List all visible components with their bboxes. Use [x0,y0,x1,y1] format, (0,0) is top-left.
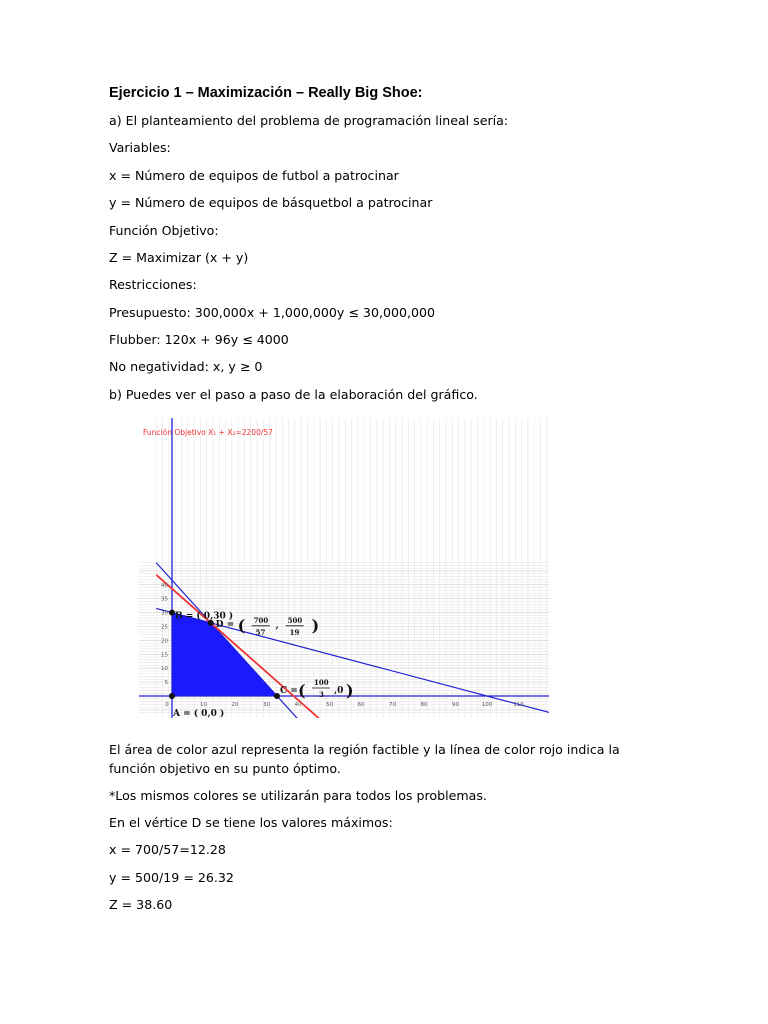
text-line: En el vértice D se tiene los valores máximos: [109,815,393,830]
text-line: Variables: [109,140,171,155]
explanation-paragraph: El área de color azul representa la región factible y la línea de color rojo indica la función objetivo en su punto óptimo. [109,742,620,776]
text-line: Restricciones: [109,277,197,292]
text-line: No negatividad: x, y ≥ 0 [109,359,263,374]
exercise-title: Ejercicio 1 – Maximización – Really Big Shoe: [109,85,423,101]
text-line: x = Número de equipos de futbol a patrocinar [109,168,399,183]
fraction-denominator: 19 [289,627,300,637]
x-tick-label: 80 [420,702,428,708]
y-tick-label: 15 [161,652,168,659]
linear-programming-graph [139,418,549,718]
text-line: Z = Maximizar (x + y) [109,250,249,265]
text-line: *Los mismos colores se utilizarán para todos los problemas. [109,788,487,803]
x-tick-label: 50 [326,702,333,708]
y-tick-label: 30 [161,610,168,617]
x-tick-label: 110 [513,702,524,708]
text-line: x = 700/57=12.28 [109,842,226,857]
fraction-denominator: 3 [318,690,324,699]
comma: , [275,620,279,631]
vertex-label-a: A = ( 0,0 ) [173,709,225,718]
text-line: y = 500/19 = 26.32 [109,870,234,885]
text-line: Z = 38.60 [109,897,173,912]
vertex-label-d: D = [215,619,235,630]
y-tick-label: 10 [161,666,168,673]
text-line: y = Número de equipos de básquetbol a patrocinar [109,195,433,210]
x-tick-label: 30 [263,702,270,708]
text-line: Función Objetivo: [109,223,219,238]
x-tick-label: 100 [481,702,493,708]
text-line: a) El planteamiento del problema de programación lineal sería: [109,113,509,128]
vertex-label-b: B = ( 0,30 ) [175,611,234,622]
graph-svg [139,418,549,718]
x-tick-label: 40 [294,702,302,708]
text-line: b) Puedes ver el paso a paso de la elaboración del gráfico. [109,387,478,402]
fraction-numerator: 500 [287,615,303,625]
fraction-numerator: 100 [313,678,329,687]
x-tick-label: 20 [231,702,239,708]
y-tick-label: 40 [161,582,168,589]
y-tick-label: 35 [161,596,168,603]
x-tick-label: 70 [389,702,396,708]
x-tick-label: 60 [357,702,365,708]
paren-open: ( [237,615,246,635]
fraction-denominator: 57 [255,627,266,637]
y-tick-label: 5 [164,680,168,687]
x-tick-label: 10 [200,702,207,708]
text-line: Flubber: 120x + 96y ≤ 4000 [109,332,289,347]
fraction-numerator: 700 [253,615,269,625]
chart-title: Función Objetivo X₁ + X₂=2200/57 [143,428,273,437]
x-tick-label: 0 [165,702,169,708]
vertex-label-c: C = [279,686,298,696]
x-tick-label: 90 [452,702,459,708]
y-tick-label: 20 [161,638,168,645]
paren-open: ( [297,681,306,700]
coordinate-zero: ,0 [333,686,344,696]
paren-close: ) [345,681,354,700]
text-line: Presupuesto: 300,000x + 1,000,000y ≤ 30,000,000 [109,305,436,320]
vertex-point-a [169,693,175,699]
y-tick-label: 25 [161,624,168,631]
paren-close: ) [311,615,320,635]
